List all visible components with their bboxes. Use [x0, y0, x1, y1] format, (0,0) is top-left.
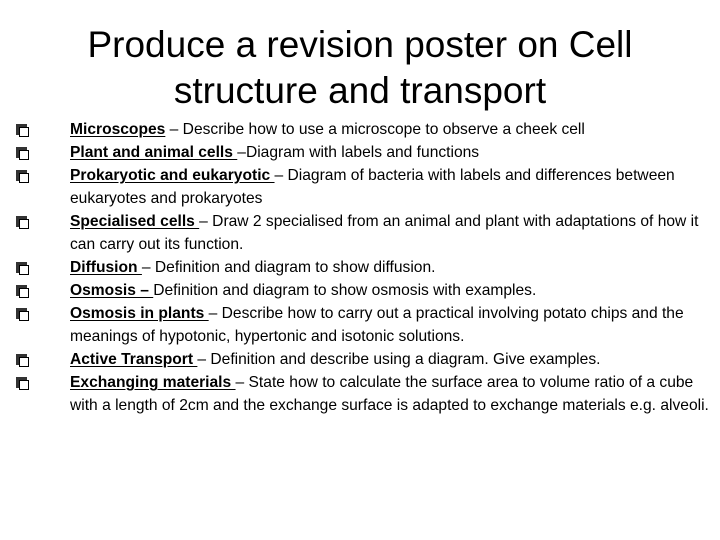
task-description: – Describe how to carry out a practical involving potato chips and the meanings of hypotonic, hypertonic and isotonic solutions.: [70, 305, 684, 345]
task-description: Definition and diagram to show osmosis with examples.: [153, 282, 537, 299]
task-description: – Definition and diagram to show diffusion.: [141, 259, 436, 276]
square-q-bullet-icon: [16, 216, 29, 229]
square-q-bullet-icon: [16, 262, 29, 275]
task-item-plant-animal-cells: [14, 141, 714, 164]
task-heading: Microscopes: [70, 121, 166, 138]
task-heading: Osmosis –: [70, 282, 154, 299]
task-description: – Describe how to use a microscope to observe a cheek cell: [165, 121, 585, 138]
square-q-bullet-icon: [16, 308, 29, 321]
square-q-bullet-icon: [16, 354, 29, 367]
task-description: – Draw 2 specialised from an animal and plant with adaptations of how it can carry out its function.: [70, 213, 699, 253]
slide-title-line-1: Produce a revision poster on Cell: [87, 24, 633, 65]
task-description: –Diagram with labels and functions: [237, 144, 480, 161]
task-heading: Active Transport: [70, 351, 198, 368]
task-item-microscopes: [14, 118, 714, 141]
task-item-specialised-cells: [14, 210, 714, 256]
task-item-exchanging-materials: [14, 371, 714, 417]
task-list: [14, 118, 714, 417]
task-heading: Prokaryotic and eukaryotic: [70, 167, 275, 184]
task-heading: Diffusion: [70, 259, 142, 276]
task-heading: Specialised cells: [70, 213, 200, 230]
square-q-bullet-icon: [16, 170, 29, 183]
square-q-bullet-icon: [16, 124, 29, 137]
task-item-diffusion: [14, 256, 714, 279]
square-q-bullet-icon: [16, 377, 29, 390]
task-item-prokaryotic-eukaryotic: [14, 164, 714, 210]
square-q-bullet-icon: [16, 285, 29, 298]
task-description: – Diagram of bacteria with labels and differences between eukaryotes and prokaryotes: [70, 167, 675, 207]
slide-title: [40, 22, 680, 114]
task-item-osmosis: [14, 279, 714, 302]
square-q-bullet-icon: [16, 147, 29, 160]
task-description: – Definition and describe using a diagram. Give examples.: [197, 351, 601, 368]
task-item-active-transport: [14, 348, 714, 371]
task-heading: Plant and animal cells: [70, 144, 238, 161]
task-heading: Osmosis in plants: [70, 305, 209, 322]
task-item-osmosis-in-plants: [14, 302, 714, 348]
slide-title-line-2: structure and transport: [173, 70, 547, 111]
task-description: – State how to calculate the surface area to volume ratio of a cube with a length of 2cm and the exchange surface is adapted to exchange materials e.g. alveoli.: [70, 374, 709, 414]
task-heading: Exchanging materials: [70, 374, 236, 391]
